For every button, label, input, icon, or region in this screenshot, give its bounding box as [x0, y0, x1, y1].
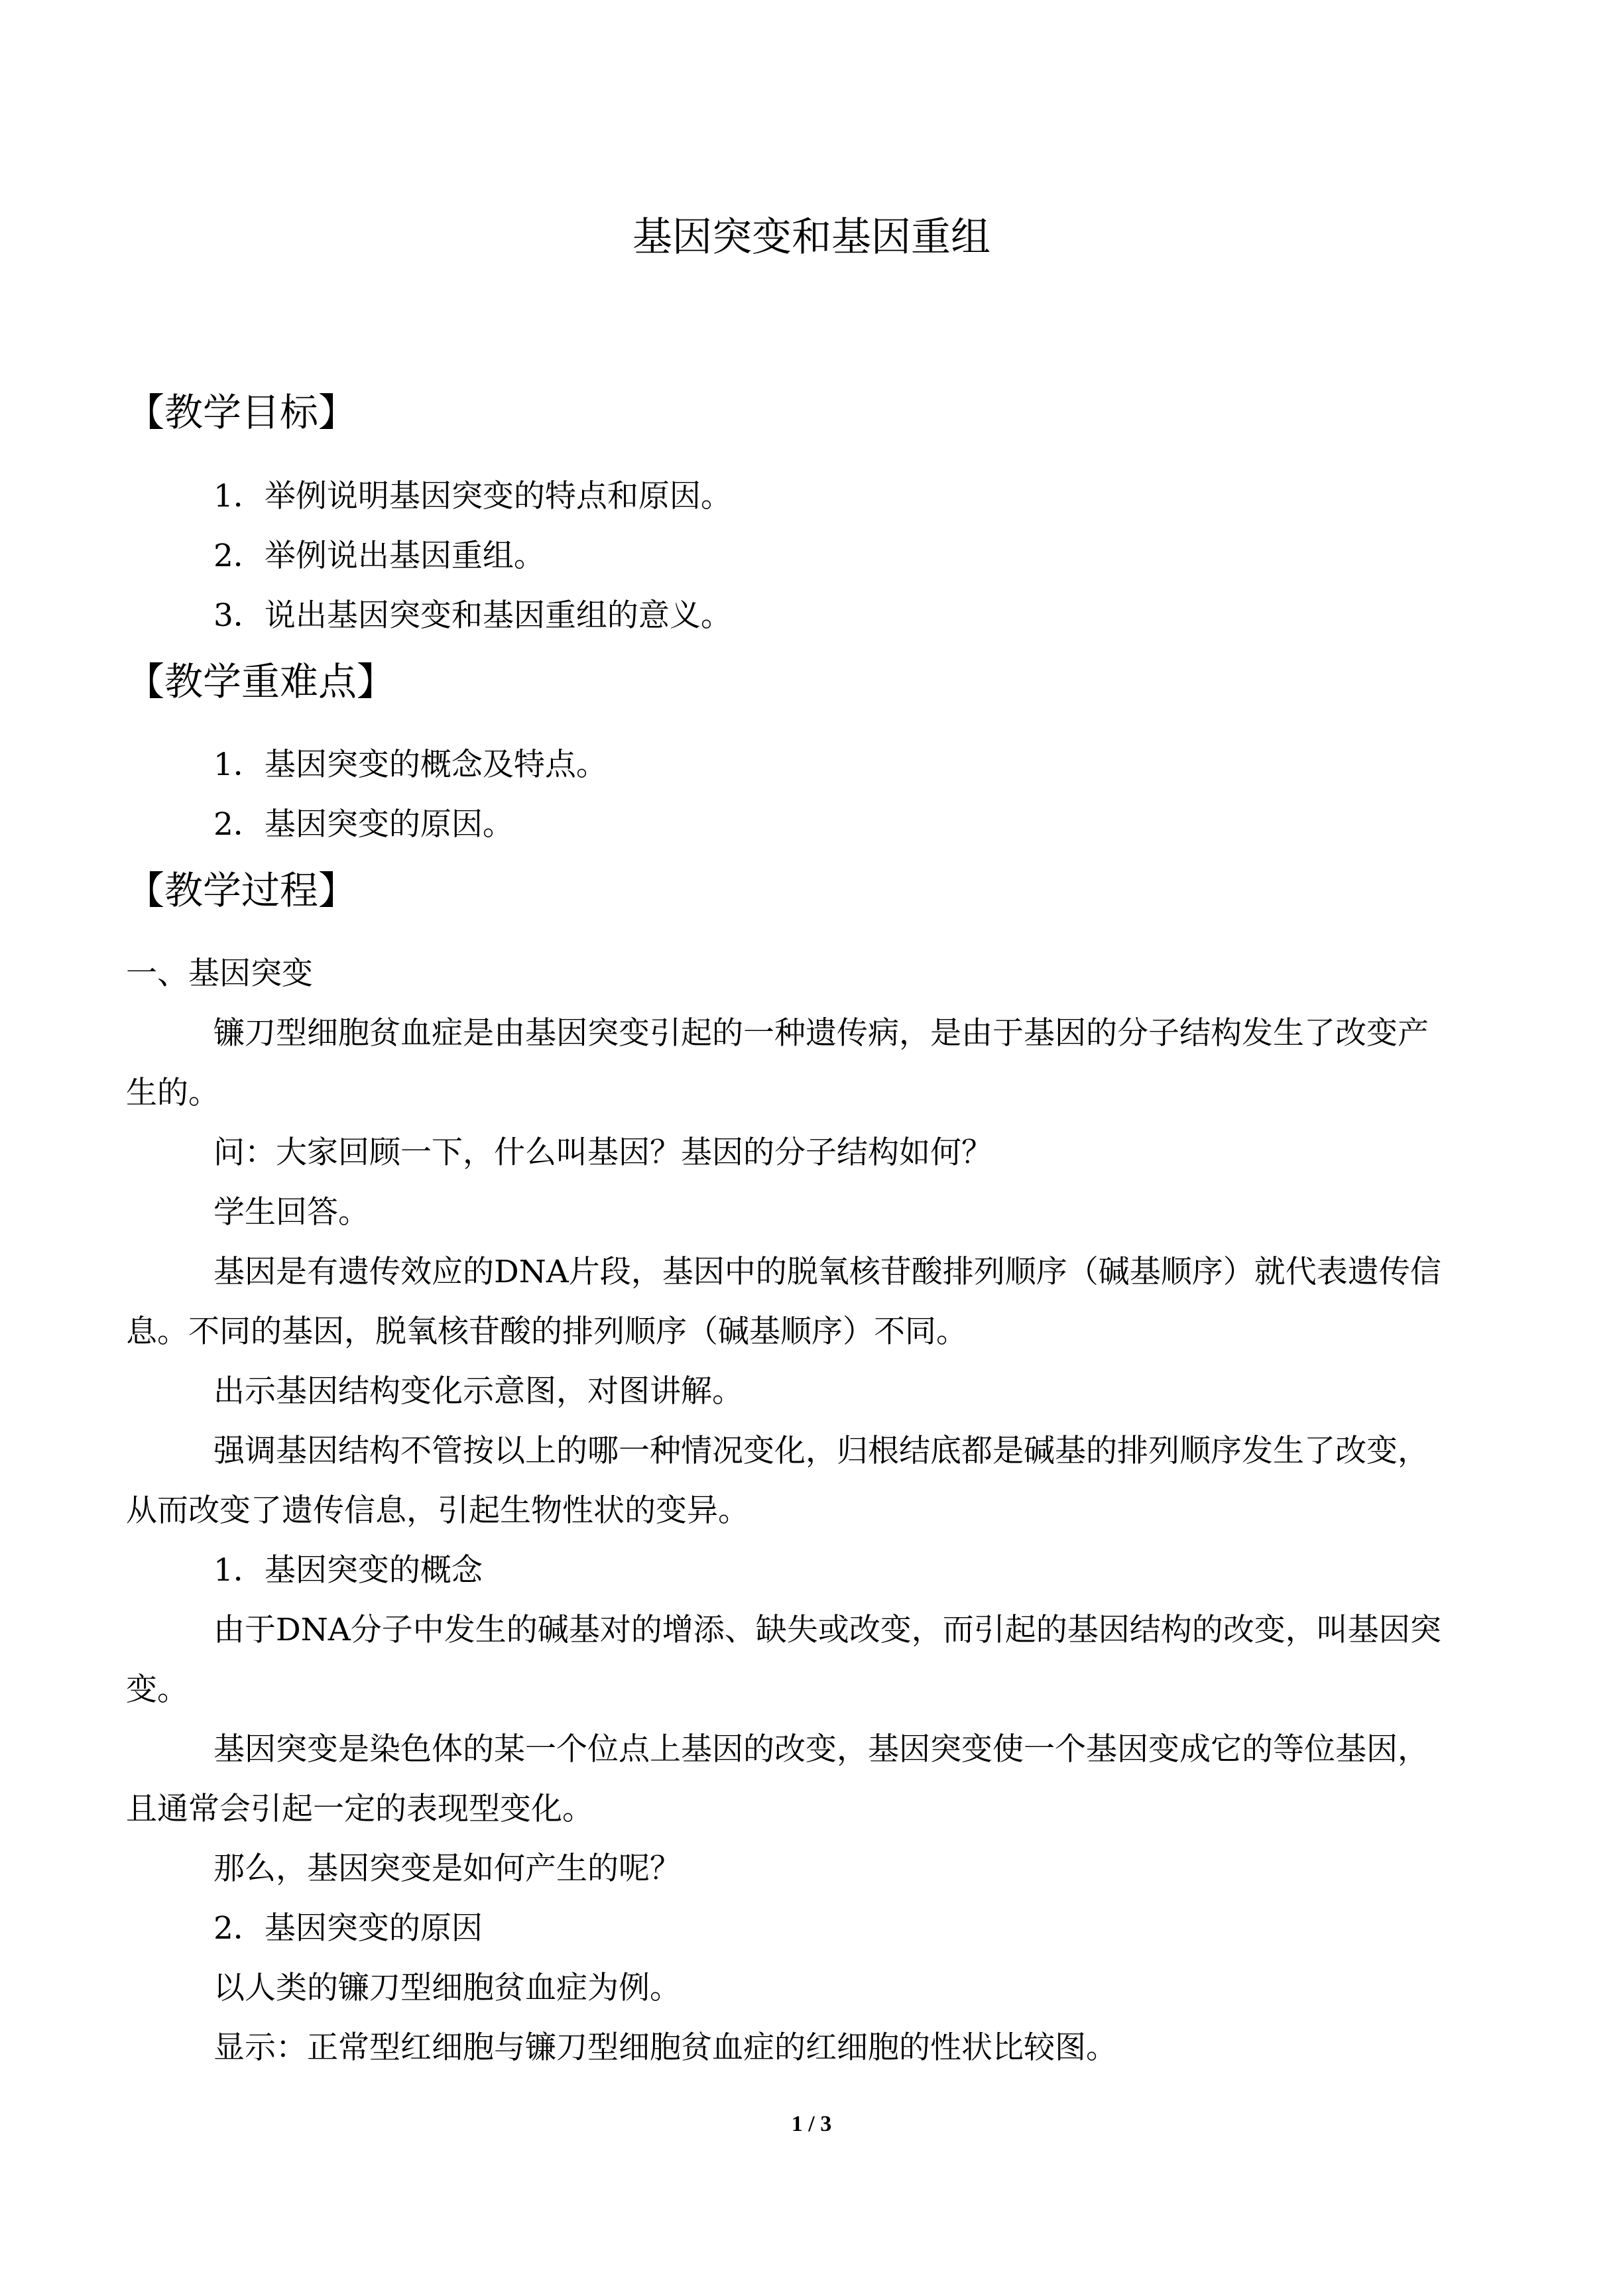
- paragraph-line: 基因突变是染色体的某一个位点上基因的改变，基因突变使一个基因变成它的等位基因，: [213, 1731, 1429, 1768]
- page-title: 基因突变和基因重组: [632, 214, 991, 261]
- paragraph-line: 出示基因结构变化示意图，对图讲解。: [213, 1373, 743, 1410]
- paragraph-line: 息。不同的基因，脱氧核苷酸的排列顺序（碱基顺序）不同。: [126, 1313, 967, 1350]
- process-subheading: 一、基因突变: [126, 955, 313, 992]
- subsection-heading-concept: 1．基因突变的概念: [213, 1552, 483, 1589]
- paragraph-line: 显示：正常型红细胞与镰刀型细胞贫血症的红细胞的性状比较图。: [213, 2029, 1117, 2066]
- paragraph-line: 由于DNA分子中发生的碱基对的增添、缺失或改变，而引起的基因结构的改变，叫基因突: [213, 1612, 1441, 1648]
- paragraph-line: 学生回答。: [213, 1194, 369, 1231]
- goal-item-3: 3．说出基因突变和基因重组的意义。: [213, 597, 732, 634]
- page-number: 1 / 3: [791, 2112, 832, 2136]
- paragraph-line: 问：大家回顾一下，什么叫基因？基因的分子结构如何？: [213, 1134, 992, 1171]
- paragraph-line: 基因是有遗传效应的DNA片段，基因中的脱氧核苷酸排列顺序（碱基顺序）就代表遗传信: [213, 1254, 1441, 1290]
- goal-item-1: 1．举例说明基因突变的特点和原因。: [213, 478, 732, 514]
- section-heading-key-points: 【教学重难点】: [126, 659, 396, 704]
- goal-item-2: 2．举例说出基因重组。: [213, 538, 545, 574]
- section-heading-process: 【教学过程】: [126, 868, 357, 913]
- key-point-item-1: 1．基因突变的概念及特点。: [213, 747, 607, 783]
- paragraph-line: 那么，基因突变是如何产生的呢？: [213, 1850, 681, 1887]
- paragraph-line: 镰刀型细胞贫血症是由基因突变引起的一种遗传病，是由于基因的分子结构发生了改变产: [213, 1015, 1429, 1052]
- subsection-heading-cause: 2．基因突变的原因: [213, 1910, 483, 1947]
- section-heading-goals: 【教学目标】: [126, 390, 357, 435]
- paragraph-line: 以人类的镰刀型细胞贫血症为例。: [213, 1970, 681, 2006]
- paragraph-line: 生的。: [126, 1075, 219, 1111]
- paragraph-line: 从而改变了遗传信息，引起生物性状的变异。: [126, 1492, 749, 1529]
- paragraph-line: 变。: [126, 1671, 188, 1708]
- key-point-item-2: 2．基因突变的原因。: [213, 806, 514, 843]
- paragraph-line: 且通常会引起一定的表现型变化。: [126, 1791, 593, 1827]
- paragraph-line: 强调基因结构不管按以上的哪一种情况变化，归根结底都是碱基的排列顺序发生了改变，: [213, 1433, 1429, 1469]
